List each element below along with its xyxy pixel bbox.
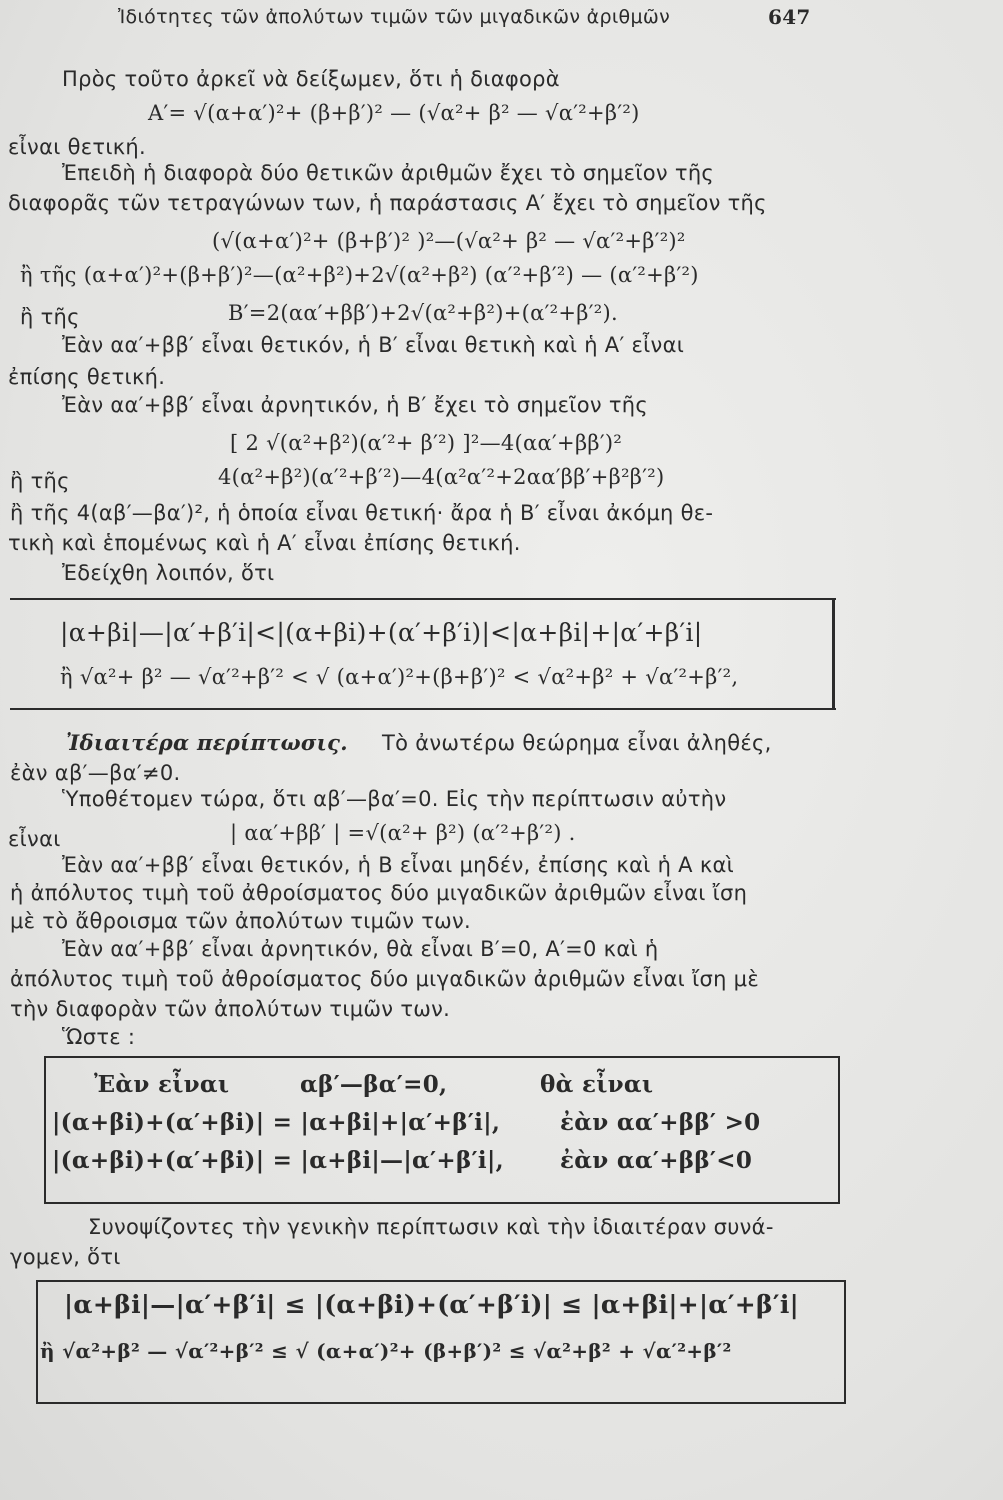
theorem-formula: αβ′—βα′=0, (300, 1071, 448, 1098)
text-line: τὴν διαφορὰν τῶν ἀπολύτων τιμῶν των. (10, 997, 451, 1021)
inequality-line: ἢ √α²+β² — √α′²+β′² ≤ √ (α+α′)²+ (β+β′)² ≤ √α²+β² + √α′²+β′² (40, 1339, 732, 1363)
theorem-formula: |(α+βi)+(α′+βi)| = |α+βi|+|α′+β′i|, (52, 1109, 501, 1136)
text-line: τικὴ καὶ ἑπομένως καὶ ἡ Α′ εἶναι ἐπίσης θετική. (8, 531, 521, 555)
text-line: Ἐπειδὴ ἡ διαφορὰ δύο θετικῶν ἀριθμῶν ἔχει τὸ σημεῖον τῆς (62, 161, 715, 185)
text-line: ἐπίσης θετική. (8, 365, 166, 389)
text-line: Πρὸς τοῦτο ἀρκεῖ νὰ δείξωμεν, ὅτι ἡ διαφορὰ (62, 67, 560, 91)
text-line: διαφορᾶς τῶν τετραγώνων των, ἡ παράστασις Α′ ἔχει τὸ σημεῖον τῆς (8, 191, 767, 215)
text-line: ἢ τῆς 4(αβ′—βα′)², ἡ ὁποία εἶναι θετική· ἄρα ἡ B′ εἶναι ἀκόμη θε- (10, 501, 714, 525)
section-heading: Ἰδιαιτέρα περίπτωσις. (66, 730, 348, 755)
text-line: Ἐὰν αα′+ββ′ εἶναι ἀρνητικόν, ἡ B′ ἔχει τὸ σημεῖον τῆς (62, 393, 649, 417)
text-line: ἢ τῆς (10, 469, 70, 493)
text-line: Ὥστε : (62, 1025, 136, 1049)
text-line: εἶναι θετική. (8, 135, 147, 159)
theorem-text: θὰ εἶναι (540, 1071, 654, 1098)
formula-line: 4(α²+β²)(α′²+β′²)—4(α²α′²+2αα′ββ′+β²β′²) (218, 465, 665, 489)
text-line: ἢ τῆς (20, 305, 80, 329)
theorem-formula: |(α+βi)+(α′+βi)| = |α+βi|—|α′+β′i|, (52, 1147, 504, 1174)
text-line: Ἐδείχθη λοιπόν, ὅτι (62, 561, 275, 585)
formula-line: [ 2 √(α²+β²)(α′²+ β′²) ]²—4(αα′+ββ′)² (230, 431, 623, 455)
theorem-text: Ἐὰν εἶναι (94, 1071, 230, 1098)
text-line: Ἐὰν αα′+ββ′ εἶναι ἀρνητικόν, θὰ εἶναι B′=0, A′=0 καὶ ἡ (62, 937, 659, 961)
theorem-condition: ἐὰν αα′+ββ′ >0 (560, 1109, 761, 1136)
text-line: ἡ ἀπόλυτος τιμὴ τοῦ ἀθροίσματος δύο μιγαδικῶν ἀριθμῶν εἶναι ἴση (10, 881, 748, 905)
formula-line: (√(α+α′)²+ (β+β′)² )²—(√α²+ β² — √α′²+β′²)² (212, 229, 686, 253)
box-top-rule (10, 598, 836, 600)
text-line: Ἐὰν αα′+ββ′ εἶναι θετικόν, ἡ Β εἶναι μηδέν, ἐπίσης καὶ ἡ Α καὶ (62, 853, 735, 877)
formula-line: | αα′+ββ′ | =√(α²+ β²) (α′²+β′²) . (230, 821, 576, 845)
formula-line: A′= √(α+α′)²+ (β+β′)² — (√α²+ β² — √α′²+β′²) (148, 101, 640, 125)
inequality-line: ἢ √α²+ β² — √α′²+β′² < √ (α+α′)²+(β+β′)² < √α²+β² + √α′²+β′², (60, 665, 739, 689)
inequality-line: |α+βi|—|α′+β′i|<|(α+βi)+(α′+β′i)|<|α+βi|+|α′+β′i| (60, 618, 703, 647)
formula-line: ἢ τῆς (α+α′)²+(β+β′)²—(α²+β²)+2√(α²+β²) (α′²+β′²) — (α′²+β′²) (20, 263, 699, 287)
box-bottom-rule (10, 708, 836, 710)
text-line: Ὑποθέτομεν τώρα, ὅτι αβ′—βα′=0. Εἰς τὴν περίπτωσιν αὐτὴν (62, 787, 727, 811)
text-line: ἐὰν αβ′—βα′≠0. (10, 761, 181, 785)
text-line: Συνοψίζοντες τὴν γενικὴν περίπτωσιν καὶ τὴν ἰδιαιτέραν συνά- (88, 1215, 774, 1239)
inequality-line: |α+βi|—|α′+β′i| ≤ |(α+βi)+(α′+β′i)| ≤ |α+βi|+|α′+β′i| (64, 1290, 800, 1319)
formula-line: B′=2(αα′+ββ′)+2√(α²+β²)+(α′²+β′²). (228, 301, 618, 325)
running-header: Ἰδιότητες τῶν ἀπολύτων τιμῶν τῶν μιγαδικῶν ἀριθμῶν (118, 6, 670, 28)
theorem-condition: ἐὰν αα′+ββ′<0 (560, 1147, 753, 1174)
text-line: εἶναι (8, 827, 61, 851)
text-line: ἀπόλυτος τιμὴ τοῦ ἀθροίσματος δύο μιγαδικῶν ἀριθμῶν εἶναι ἴση μὲ (10, 967, 759, 991)
text-line: μὲ τὸ ἄθροισμα τῶν ἀπολύτων τιμῶν των. (10, 909, 472, 933)
text-line: Ἐὰν αα′+ββ′ εἶναι θετικόν, ἡ B′ εἶναι θετικὴ καὶ ἡ Α′ εἶναι (62, 333, 685, 357)
text-line: Τὸ ἀνωτέρω θεώρημα εἶναι ἀληθές, (382, 731, 772, 755)
box-right-rule (832, 598, 835, 710)
page-number: 647 (768, 5, 811, 29)
text-line: γομεν, ὅτι (10, 1245, 121, 1269)
